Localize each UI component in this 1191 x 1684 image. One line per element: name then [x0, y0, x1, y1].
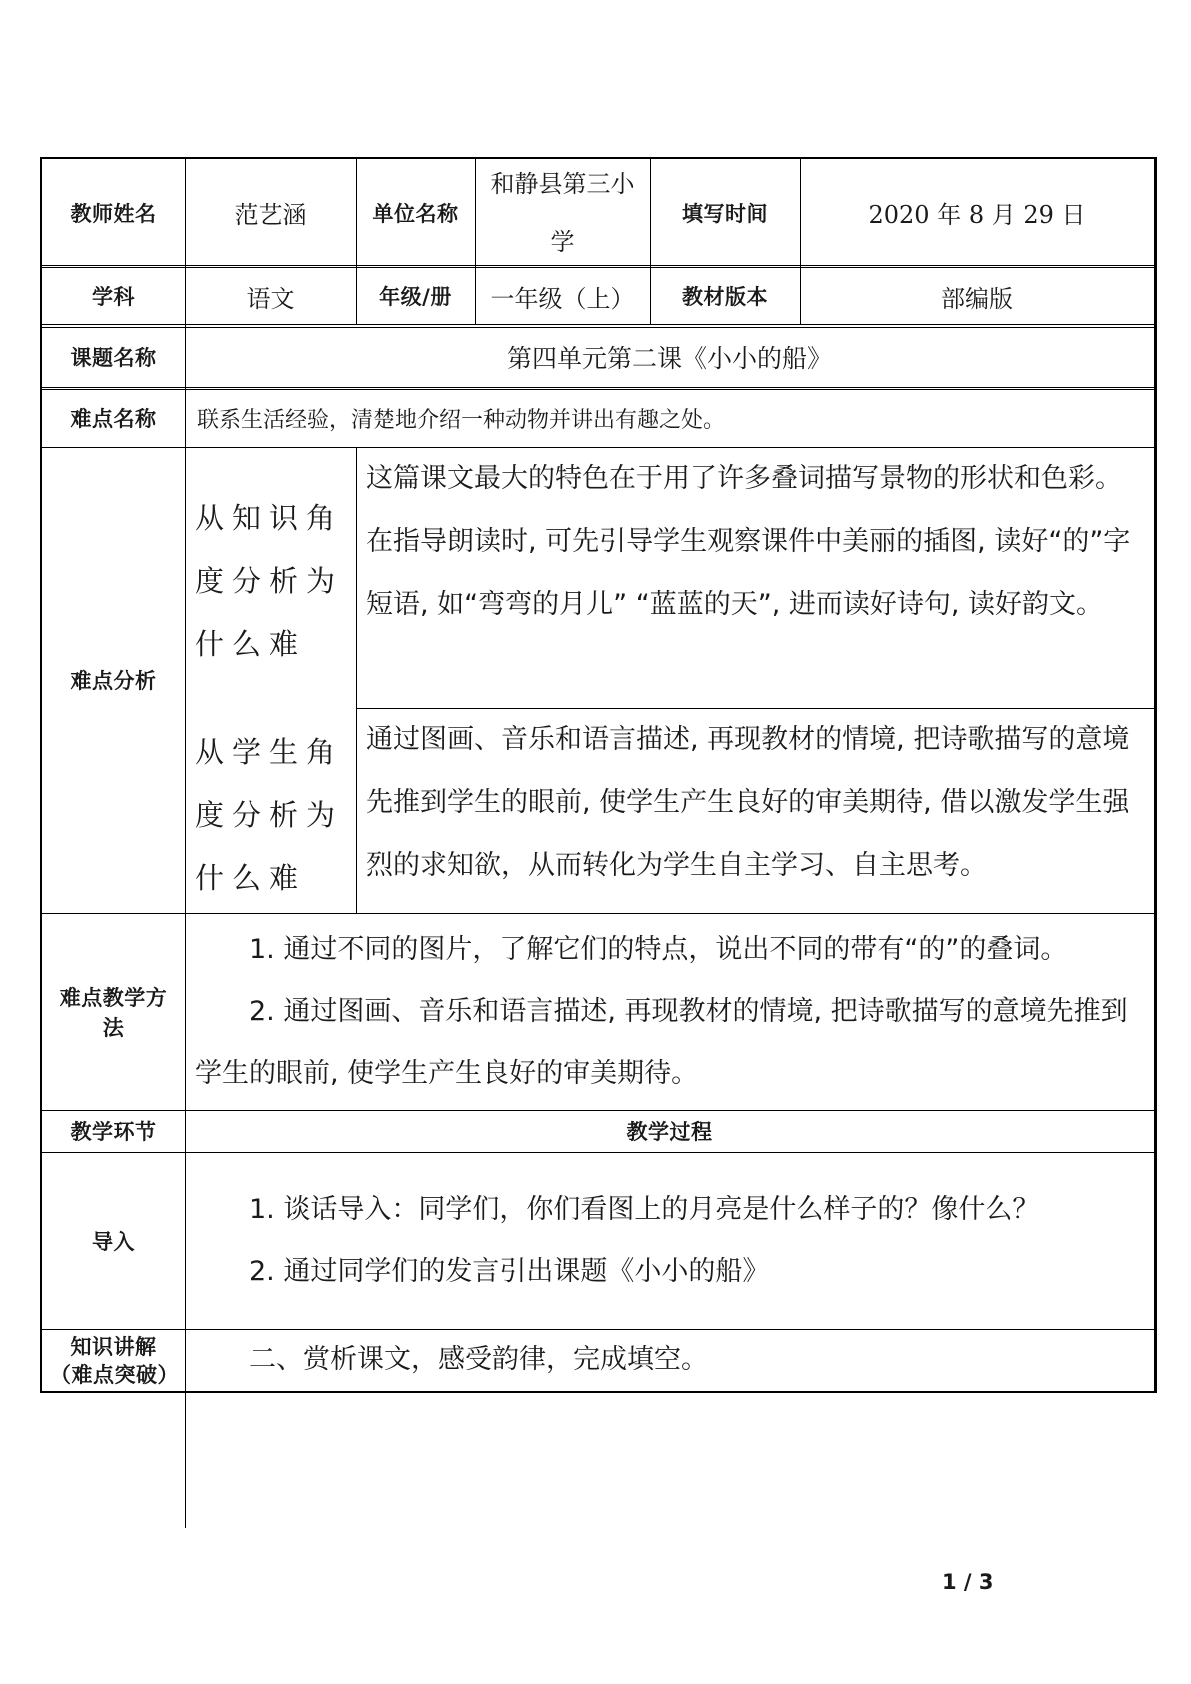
explain-content: [185, 1329, 1154, 1393]
row-divider: [42, 387, 1154, 388]
edition-label: 教材版本: [682, 285, 768, 309]
topic-label: 课题名称: [70, 346, 157, 370]
student-angle-text: 通过图画、音乐和语言描述, 再现教材的情境, 把诗歌描写的意境先推到学生的眼前, 使学生产生良好的审美期待, 借以激发学生强烈的求知欲，从而转化为学生自主学习、自主思考。: [366, 724, 1130, 881]
intro-label: 导入: [92, 1229, 135, 1254]
knowledge-angle-label: 从知识角度分析为什么难: [195, 501, 344, 661]
method-content: [185, 913, 1154, 1110]
method-item-1: 1. 通过不同的图片，了解它们的特点，说出不同的带有“的”的叠词。: [249, 933, 1068, 965]
time-value: 2020 年 8 月 29 日: [868, 201, 1086, 229]
explain-item-1: 二、赏析课文，感受韵律，完成填空。: [249, 1344, 708, 1375]
teacher-value: 范艺涵: [234, 201, 307, 229]
lesson-plan-table: [40, 157, 1157, 1393]
explain-label-line2: （难点突破）: [50, 1363, 179, 1387]
subject-value: 语文: [246, 284, 295, 313]
explain-label: [42, 1329, 185, 1393]
edition-value: 部编版: [941, 284, 1013, 313]
page-number: 1 / 3: [942, 1570, 994, 1594]
unit-label: 单位名称: [372, 201, 459, 226]
intro-item-2: 2. 通过同学们的发言引出课题《小小的船》: [249, 1255, 770, 1287]
teacher-label: 教师姓名: [70, 201, 157, 226]
student-angle-label: 从学生角度分析为什么难: [195, 735, 344, 895]
time-label: 填写时间: [682, 201, 768, 226]
unit-value: [475, 159, 650, 266]
stage-header: 教学环节: [70, 1120, 157, 1144]
method-label: 难点教学方法: [59, 985, 168, 1040]
intro-item-1: 1. 谈话导入：同学们，你们看图上的月亮是什么样子的？像什么？: [249, 1193, 1040, 1225]
process-header: 教学过程: [626, 1120, 713, 1144]
grade-value: 一年级（上）: [490, 284, 635, 313]
explain-label-line1: 知识讲解: [70, 1335, 157, 1359]
unit-value-line1: 和静县第三小: [490, 169, 635, 198]
difficulty-value: 联系生活经验，清楚地介绍一种动物并讲出有趣之处。: [197, 407, 726, 433]
grade-label: 年级/册: [379, 285, 452, 309]
subject-label: 学科: [92, 285, 135, 309]
difficulty-label: 难点名称: [70, 407, 157, 431]
knowledge-angle-text: 这篇课文最大的特色在于用了许多叠词描写景物的形状和色彩。 在指导朗读时, 可先引导学生观察课件中美丽的插图, 读好“的”字短语, 如“弯弯的月儿” “蓝蓝的天”, 进而读好诗句, 读好韵文。: [366, 463, 1131, 620]
analysis-label: 难点分析: [70, 669, 157, 693]
method-item-2: 2. 通过图画、音乐和语言描述, 再现教材的情境, 把诗歌描写的意境先推到学生的眼前, 使学生产生良好的审美期待。: [195, 995, 1128, 1089]
intro-content: [185, 1152, 1154, 1329]
topic-value: 第四单元第二课《小小的船》: [506, 344, 832, 373]
unit-value-line2: 学: [550, 227, 575, 256]
